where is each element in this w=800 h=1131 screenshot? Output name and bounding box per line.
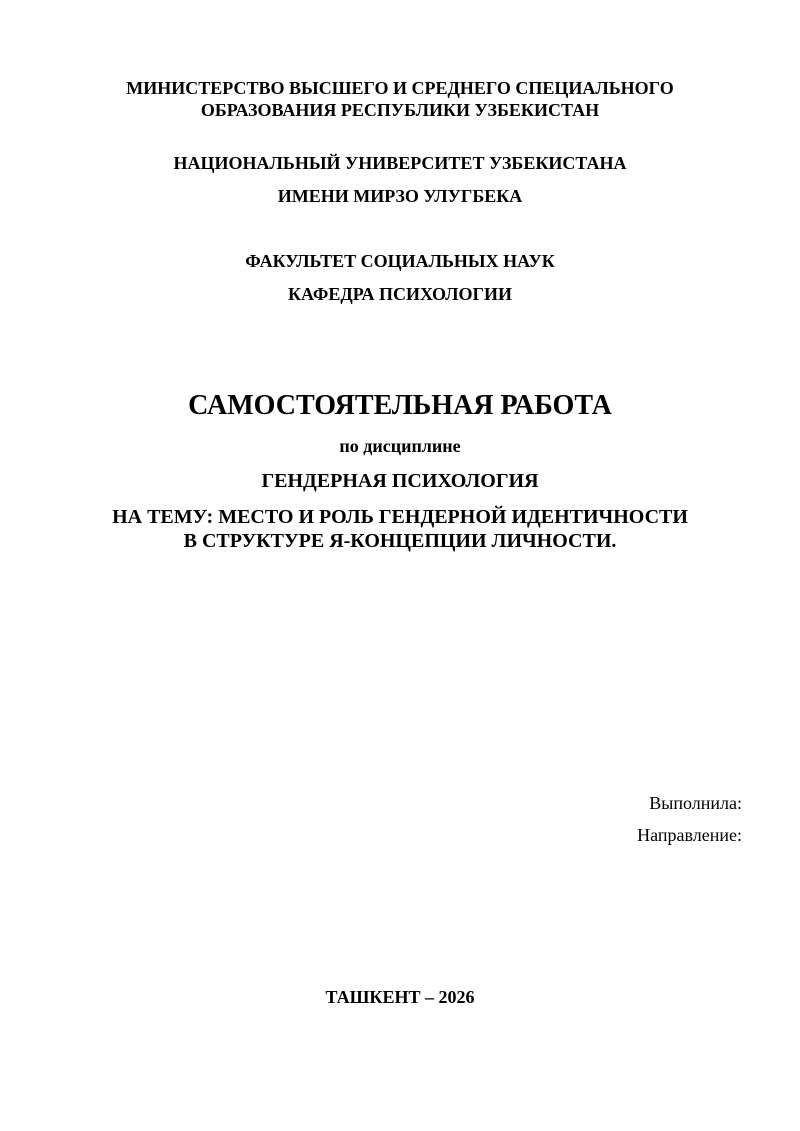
direction-label: Направление: — [637, 825, 742, 845]
discipline-name: ГЕНДЕРНАЯ ПСИХОЛОГИЯ — [261, 470, 539, 492]
completed-by-label: Выполнила: — [649, 793, 742, 813]
department-name: КАФЕДРА ПСИХОЛОГИИ — [287, 284, 512, 304]
work-title: САМОСТОЯТЕЛЬНАЯ РАБОТА — [188, 390, 612, 421]
discipline-prefix: по дисциплине — [339, 436, 461, 456]
topic-line-2: В СТРУКТУРЕ Я-КОНЦЕПЦИИ ЛИЧНОСТИ. — [183, 530, 617, 552]
university-name-line-1: НАЦИОНАЛЬНЫЙ УНИВЕРСИТЕТ УЗБЕКИСТАНА — [173, 153, 627, 173]
faculty-name: ФАКУЛЬТЕТ СОЦИАЛЬНЫХ НАУК — [245, 251, 555, 271]
university-name-line-2: ИМЕНИ МИРЗО УЛУГБЕКА — [277, 186, 523, 206]
ministry-line-2: ОБРАЗОВАНИЯ РЕСПУБЛИКИ УЗБЕКИСТАН — [200, 100, 600, 120]
city-year: ТАШКЕНТ – 2026 — [325, 987, 475, 1007]
topic-line-1: НА ТЕМУ: МЕСТО И РОЛЬ ГЕНДЕРНОЙ ИДЕНТИЧНОСТИ — [112, 506, 688, 528]
ministry-line-1: МИНИСТЕРСТВО ВЫСШЕГО И СРЕДНЕГО СПЕЦИАЛЬНОГО — [126, 78, 674, 98]
